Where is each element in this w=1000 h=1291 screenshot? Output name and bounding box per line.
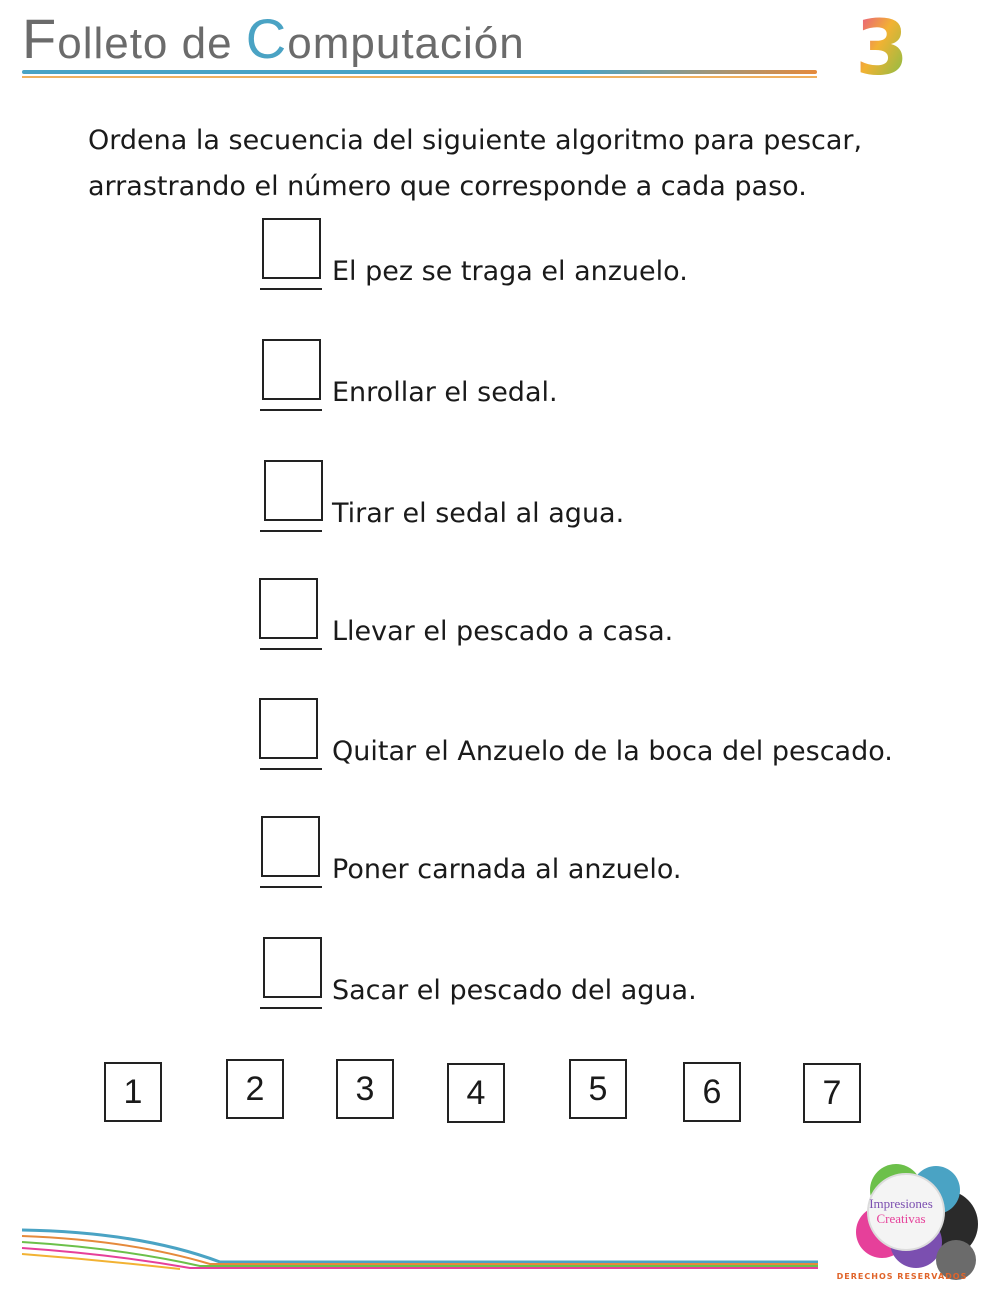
title-part-4: omputación [287, 19, 525, 68]
logo-line-1: Impresiones [869, 1196, 933, 1211]
drop-box[interactable] [259, 698, 318, 759]
step-text: Quitar el Anzuelo de la boca del pescado. [332, 736, 893, 767]
number-tile-4[interactable]: 4 [447, 1063, 505, 1123]
number-tile-5[interactable]: 5 [569, 1059, 627, 1119]
drop-box[interactable] [261, 816, 320, 877]
step-row [258, 578, 978, 658]
step-text: Enrollar el sedal. [332, 377, 558, 408]
step-text: El pez se traga el anzuelo. [332, 256, 688, 287]
logo-line-2: Creativas [876, 1211, 926, 1226]
page-title [22, 6, 525, 71]
unit-number-graphic [852, 6, 912, 86]
step-text: Sacar el pescado del agua. [332, 975, 697, 1006]
number-tile-6[interactable]: 6 [683, 1062, 741, 1122]
step-text: Poner carnada al anzuelo. [332, 854, 682, 885]
drop-box[interactable] [264, 460, 323, 521]
unit-number-text: 3 [855, 6, 909, 86]
number-tile-2[interactable]: 2 [226, 1059, 284, 1119]
step-text: Tirar el sedal al agua. [332, 498, 625, 529]
step-text: Llevar el pescado a casa. [332, 616, 674, 647]
step-row [258, 218, 978, 298]
logo-text [846, 1196, 956, 1226]
drop-box[interactable] [263, 937, 322, 998]
header-rule-accent [22, 76, 817, 78]
footer-decoration [20, 1222, 820, 1272]
answer-blank [260, 886, 322, 888]
drop-box[interactable] [262, 339, 321, 400]
step-row [258, 937, 978, 1017]
answer-blank [260, 1007, 322, 1009]
step-row [258, 698, 978, 778]
step-row [258, 460, 978, 540]
answer-blank [260, 530, 322, 532]
number-tile-1[interactable]: 1 [104, 1062, 162, 1122]
answer-blank [260, 288, 322, 290]
instruction-text: Ordena la secuencia del siguiente algoritmo para pescar, arrastrando el número que corresponde a cada paso. [88, 125, 863, 202]
answer-blank [260, 768, 322, 770]
title-letter-f: F [22, 7, 58, 70]
header-rule [22, 70, 817, 74]
title-letter-c: C [245, 7, 288, 70]
answer-blank [260, 409, 322, 411]
step-row [258, 816, 978, 896]
drop-box[interactable] [259, 578, 318, 639]
title-part-2: olleto de [57, 19, 246, 68]
number-tile-3[interactable]: 3 [336, 1059, 394, 1119]
number-tile-7[interactable]: 7 [803, 1063, 861, 1123]
answer-blank [260, 648, 322, 650]
drop-box[interactable] [262, 218, 321, 279]
step-row [258, 339, 978, 419]
logo-caption: DERECHOS RESERVADOS [836, 1272, 968, 1281]
